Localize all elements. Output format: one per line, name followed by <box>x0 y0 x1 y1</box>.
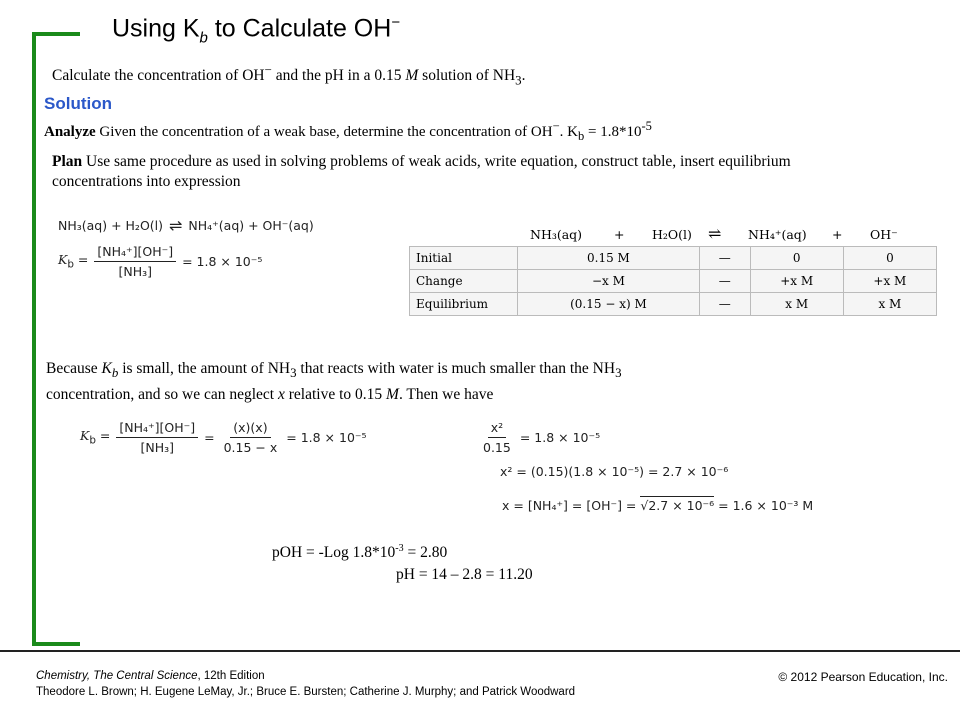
ice-cell: +x M <box>843 270 936 293</box>
because-sub: 3 <box>290 365 297 381</box>
because-x: x <box>277 386 285 404</box>
slide-title <box>112 14 400 46</box>
approximation-step-2: x² = (0.15)(1.8 × 10⁻⁵) = 2.7 × 10⁻⁶ <box>500 464 729 479</box>
ph-calculation: pH = 14 – 2.8 = 11.20 <box>396 566 533 583</box>
approx-value: = 1.8 × 10⁻⁵ <box>519 430 601 445</box>
problem-sub: 3 <box>515 72 522 88</box>
kb-subscript: b <box>89 434 96 447</box>
analyze-kb-text: . K <box>559 124 578 140</box>
ice-row-initial <box>410 247 937 270</box>
footer-book-name: Chemistry, The Central Science <box>36 670 198 682</box>
plan-label: Plan <box>52 153 83 170</box>
sqrt-icon: √2.7 × 10⁻⁶ <box>640 498 715 513</box>
ice-header-oh: OH⁻ <box>870 227 898 242</box>
footer-copyright: © 2012 Pearson Education, Inc. <box>778 670 948 684</box>
kb-symbol: K <box>80 428 90 444</box>
ice-cell: — <box>699 270 750 293</box>
footer-authors: Theodore L. Brown; H. Eugene LeMay, Jr.; Bruce E. Bursten; Catherine J. Murphy; and Patrick Woodward <box>36 686 576 698</box>
kb-denominator: [NH₃] <box>140 440 175 455</box>
title-text: Using K <box>112 14 200 43</box>
equation-products: NH₄⁺(aq) + OH⁻(aq) <box>188 218 314 233</box>
slide-bracket-vertical <box>32 32 36 646</box>
title-superscript: − <box>391 14 401 31</box>
ice-header-plus: + <box>614 227 625 242</box>
approx-numerator: x² <box>488 420 506 438</box>
because-paragraph <box>46 358 696 406</box>
ice-cell: 0 <box>843 247 936 270</box>
problem-text: and the pH in a 0.15 <box>271 67 406 85</box>
poh-exponent: -3 <box>395 543 404 554</box>
slide-bracket-bottom <box>32 642 80 646</box>
ice-cell: (0.15 − x) M <box>518 293 700 316</box>
ice-cell: x M <box>750 293 843 316</box>
approx-result: = 1.6 × 10⁻³ M <box>714 498 814 513</box>
title-subscript: b <box>199 29 208 47</box>
poh-calculation <box>272 543 447 562</box>
equilibrium-arrow-icon: ⇌ <box>169 216 183 235</box>
because-text: is small, the amount of NH <box>118 360 291 377</box>
kb-symbol: K <box>58 252 68 268</box>
approx-x-equals: x = [NH₄⁺] = [OH⁻] = <box>502 498 641 513</box>
analyze-kb-exponent: -5 <box>641 119 652 133</box>
ice-header-nh3: NH₃(aq) <box>530 227 583 242</box>
kb-numerator: [NH₄⁺][OH⁻] <box>116 420 198 438</box>
ice-cell: — <box>699 247 750 270</box>
analyze-text: Given the concentration of a weak base, determine the concentration of OH <box>95 124 553 140</box>
equilibrium-equation <box>58 216 314 235</box>
problem-text: . <box>521 67 526 85</box>
kb-value: = 1.8 × 10⁻⁵ <box>286 430 367 445</box>
equation-reactants: NH₃(aq) + H₂O(l) <box>58 218 164 233</box>
because-sub: 3 <box>615 365 622 381</box>
ice-header-arrow-icon: ⇌ <box>708 224 722 243</box>
approx-denominator: 0.15 <box>483 440 511 455</box>
kb-value: = 1.8 × 10⁻⁵ <box>182 254 263 269</box>
ice-row-change <box>410 270 937 293</box>
kb-fraction-2 <box>221 420 281 455</box>
problem-sup: − <box>264 62 272 77</box>
kb-full-expression: $K_b$ = $\frac{\text{[NH₄⁺][OH⁻]}}{\text{[NH₃]}}$ = $\frac{(x)(x)}{0.15 - x}$ = 1.8 × 10⁻⁵ <box>80 420 367 455</box>
problem-statement <box>52 62 525 88</box>
ice-row-label: Change <box>410 270 518 293</box>
ice-row-equilibrium <box>410 293 937 316</box>
because-text: . Then we have <box>398 386 494 404</box>
ice-cell: 0.15 M <box>518 247 700 270</box>
because-kb: K <box>101 360 112 377</box>
kb-denominator-x: 0.15 − x <box>223 440 278 455</box>
title-text-rest: to Calculate OH <box>207 14 392 43</box>
ice-cell: −x M <box>518 270 700 293</box>
problem-molar: M <box>405 67 419 85</box>
kb-subscript: b <box>67 258 74 271</box>
because-text: relative to 0.15 <box>284 386 387 404</box>
because-kb-sub: b <box>111 365 119 381</box>
ice-header-nh4: NH₄⁺(aq) <box>748 227 807 242</box>
footer-edition: , 12th Edition <box>197 670 265 682</box>
poh-text: pOH = -Log 1.8*10 <box>272 544 396 562</box>
kb-fraction <box>94 244 176 279</box>
footer-book-title <box>36 670 265 682</box>
approx-fraction <box>480 420 514 455</box>
ice-row-label: Equilibrium <box>410 293 518 316</box>
ice-row-label: Initial <box>410 247 518 270</box>
because-text: that reacts with water is much smaller than the NH <box>296 360 616 377</box>
because-text: concentration, and so we can neglect <box>46 386 278 404</box>
plan-paragraph <box>52 152 822 192</box>
ice-cell: x M <box>843 293 936 316</box>
problem-text: Calculate the concentration of OH <box>52 67 265 85</box>
slide-bracket-top <box>32 32 80 36</box>
ice-cell: 0 <box>750 247 843 270</box>
because-text: Because <box>46 360 102 377</box>
kb-denominator: [NH₃] <box>118 264 153 279</box>
solution-heading: Solution <box>44 94 112 113</box>
analyze-paragraph <box>44 119 652 144</box>
kb-fraction-1 <box>116 420 198 455</box>
poh-result: = 2.80 <box>403 544 448 562</box>
analyze-kb-sub: b <box>577 129 585 143</box>
kb-numerator-x: (x)(x) <box>230 420 270 438</box>
ice-header-plus: + <box>832 227 843 242</box>
analyze-label: Analyze <box>44 124 96 140</box>
ice-cell: +x M <box>750 270 843 293</box>
kb-numerator: [NH₄⁺][OH⁻] <box>94 244 176 262</box>
because-molar: M <box>386 386 399 404</box>
analyze-kb-value: = 1.8*10 <box>584 124 642 140</box>
plan-text: Use same procedure as used in solving problems of weak acids, write equation, construct table, insert equilibrium concentrations into expression <box>52 153 791 190</box>
footer-divider <box>0 650 960 652</box>
problem-text: solution of NH <box>418 67 516 85</box>
ice-header-h2o: H₂O(l) <box>652 227 692 242</box>
approximation-step-1 <box>480 420 600 455</box>
kb-expression: $K_b$ = $\frac{\text{[NH₄⁺][OH⁻]}}{\text{[NH₃]}}$ = 1.8 × 10⁻⁵ <box>58 244 263 279</box>
ice-cell: — <box>699 293 750 316</box>
analyze-sup: − <box>552 119 560 133</box>
ice-table <box>409 246 937 316</box>
approximation-step-3 <box>502 498 813 513</box>
